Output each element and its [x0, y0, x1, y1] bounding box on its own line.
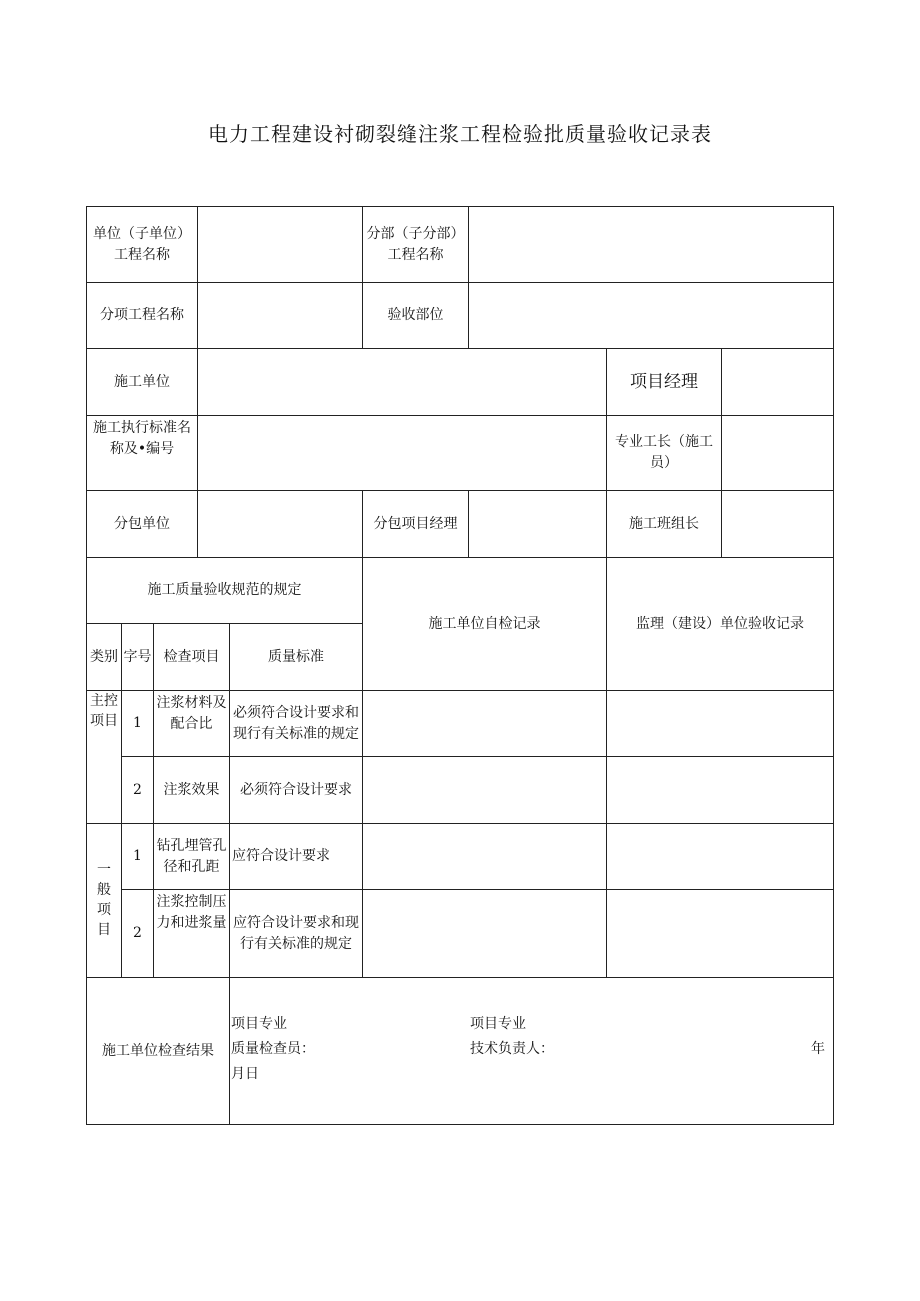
main-control-2-item: 注浆效果 [154, 757, 230, 824]
general-1-supervision[interactable] [607, 824, 834, 890]
main-control-1-self-check[interactable] [363, 691, 607, 757]
result-left-line1: 项目专业 [231, 1016, 287, 1032]
general-2-no: 2 [122, 890, 154, 978]
subcontract-manager-label: 分包项目经理 [363, 491, 469, 558]
result-left-line2: 质量检查员： [231, 1041, 315, 1057]
unit-project-label: 单位（子单位）工程名称 [87, 207, 198, 283]
team-leader-value[interactable] [722, 491, 834, 558]
item-project-label: 分项工程名称 [87, 283, 198, 349]
result-right-line1: 项目专业 [470, 1016, 526, 1032]
acceptance-part-value[interactable] [469, 283, 834, 349]
main-control-category [87, 691, 122, 824]
result-month-day: 月日 [231, 1066, 259, 1082]
main-control-2-self-check[interactable] [363, 757, 607, 824]
main-control-1-standard: 必须符合设计要求和现行有关标准的规定 [230, 691, 363, 757]
subcontract-unit-value[interactable] [198, 491, 363, 558]
main-control-1-item: 注浆材料及配合比 [154, 691, 230, 757]
general-category [87, 824, 122, 978]
project-manager-value[interactable] [722, 349, 834, 416]
general-2-standard: 应符合设计要求和现行有关标准的规定 [230, 890, 363, 978]
category-header: 类别 [87, 624, 122, 691]
main-control-1-no: 1 [122, 691, 154, 757]
quality-standard-header: 质量标准 [230, 624, 363, 691]
sub-project-label: 分部（子分部）工程名称 [363, 207, 469, 283]
self-check-header: 施工单位自检记录 [363, 558, 607, 691]
inspection-record-table [86, 206, 834, 1125]
check-item-header: 检查项目 [154, 624, 230, 691]
project-manager-label: 项目经理 [607, 349, 722, 416]
general-1-self-check[interactable] [363, 824, 607, 890]
subcontract-unit-label: 分包单位 [87, 491, 198, 558]
general-2-supervision[interactable] [607, 890, 834, 978]
page-title: 电力工程建设衬砌裂缝注浆工程检验批质量验收记录表 [208, 122, 712, 146]
result-signature-block [230, 978, 833, 1124]
construction-unit-label: 施工单位 [87, 349, 198, 416]
sub-project-value[interactable] [469, 207, 834, 283]
unit-project-value[interactable] [198, 207, 363, 283]
supervision-check-header: 监理（建设）单位验收记录 [607, 558, 834, 691]
general-category-text: 一般项目 [97, 862, 111, 938]
general-2-self-check[interactable] [363, 890, 607, 978]
result-right-line2: 技术负责人： [470, 1041, 554, 1057]
team-leader-label: 施工班组长 [607, 491, 722, 558]
general-1-no: 1 [122, 824, 154, 890]
foreman-value[interactable] [722, 416, 834, 491]
subcontract-manager-value[interactable] [469, 491, 607, 558]
main-control-category-text: 主控项目 [90, 693, 118, 729]
acceptance-part-label: 验收部位 [363, 283, 469, 349]
main-control-2-supervision[interactable] [607, 757, 834, 824]
result-label: 施工单位检查结果 [87, 978, 230, 1125]
result-year: 年 [811, 1041, 825, 1057]
item-project-value[interactable] [198, 283, 363, 349]
general-1-item: 钻孔埋管孔径和孔距 [154, 824, 230, 890]
foreman-label: 专业工长（施工员） [607, 416, 722, 491]
spec-header: 施工质量验收规范的规定 [87, 558, 363, 624]
main-control-2-standard: 必须符合设计要求 [230, 757, 363, 824]
general-2-item: 注浆控制压力和进浆量 [154, 890, 230, 978]
construction-unit-value[interactable] [198, 349, 607, 416]
main-control-2-no: 2 [122, 757, 154, 824]
general-1-standard: 应符合设计要求 [230, 824, 363, 890]
standard-name-value[interactable] [198, 416, 607, 491]
result-signature-area[interactable] [230, 978, 834, 1125]
seq-header: 字号 [122, 624, 154, 691]
standard-name-label: 施工执行标准名称及•编号 [87, 416, 198, 491]
main-control-1-supervision[interactable] [607, 691, 834, 757]
